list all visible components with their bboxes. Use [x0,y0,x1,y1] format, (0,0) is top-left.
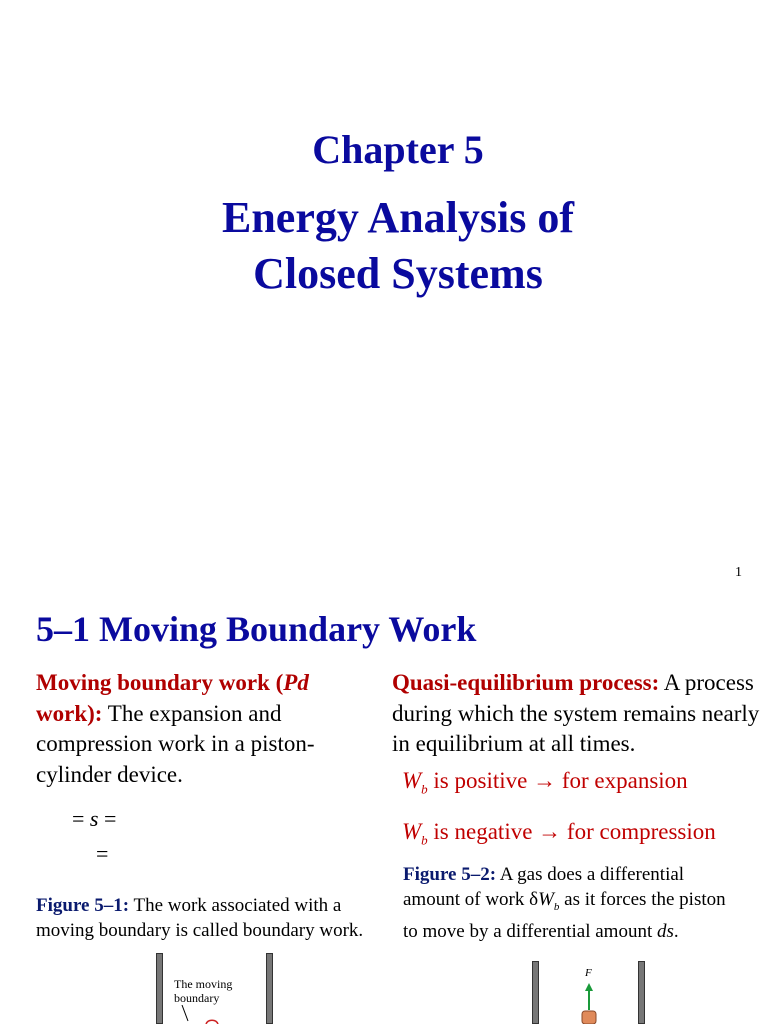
cylinder-wall-left-2 [532,961,539,1024]
quasi-equilibrium-definition: Quasi-equilibrium process: A process during which the system remains nearly in equilibrium at all times. [392,670,760,756]
wb-negative-line: $W_b$ is negative → for compression [402,818,716,848]
moving-boundary-label: The moving boundary [174,977,233,1005]
cylinder-wall-right-2 [638,961,645,1024]
figure-1-caption: Figure 5–1: The work associated with a moving boundary is called boundary work. [36,895,364,941]
boundary-work-definition: Moving boundary work (Pd work): The expansion and compression work in a piston-cylinder device. [36,670,315,787]
chapter-title-line2: Closed Systems [253,249,543,298]
figure-2-caption: Figure 5–2: A gas does a differential amount of work $\delta W_b$ as it forces the piston to move by a differential amount ds. [403,863,726,943]
cylinder-wall-right [266,953,273,1024]
chapter-title-line1: Energy Analysis of [221,193,575,242]
wb-positive-line: $W_b$ is positive → for expansion [402,767,688,797]
equation-line-2: = [96,840,109,866]
term-label: Moving boundary work (Pd work) [36,670,309,726]
right-column [392,668,762,944]
section-title: 5–1 Moving Boundary Work [36,609,477,649]
cylinder-wall-left [156,953,163,1024]
page-number: 1 [735,565,742,580]
equation-line-1: = s = [72,806,117,831]
chapter-title [14,190,768,302]
definition-text: The expansion and compression work in a piston-cylinder device. [36,700,315,787]
chapter-heading: Chapter 5 [312,127,484,172]
force-arrow-icon [578,982,602,1024]
force-label: F [585,967,592,979]
boundary-pointer-icon [170,1005,260,1024]
left-column [36,668,366,943]
